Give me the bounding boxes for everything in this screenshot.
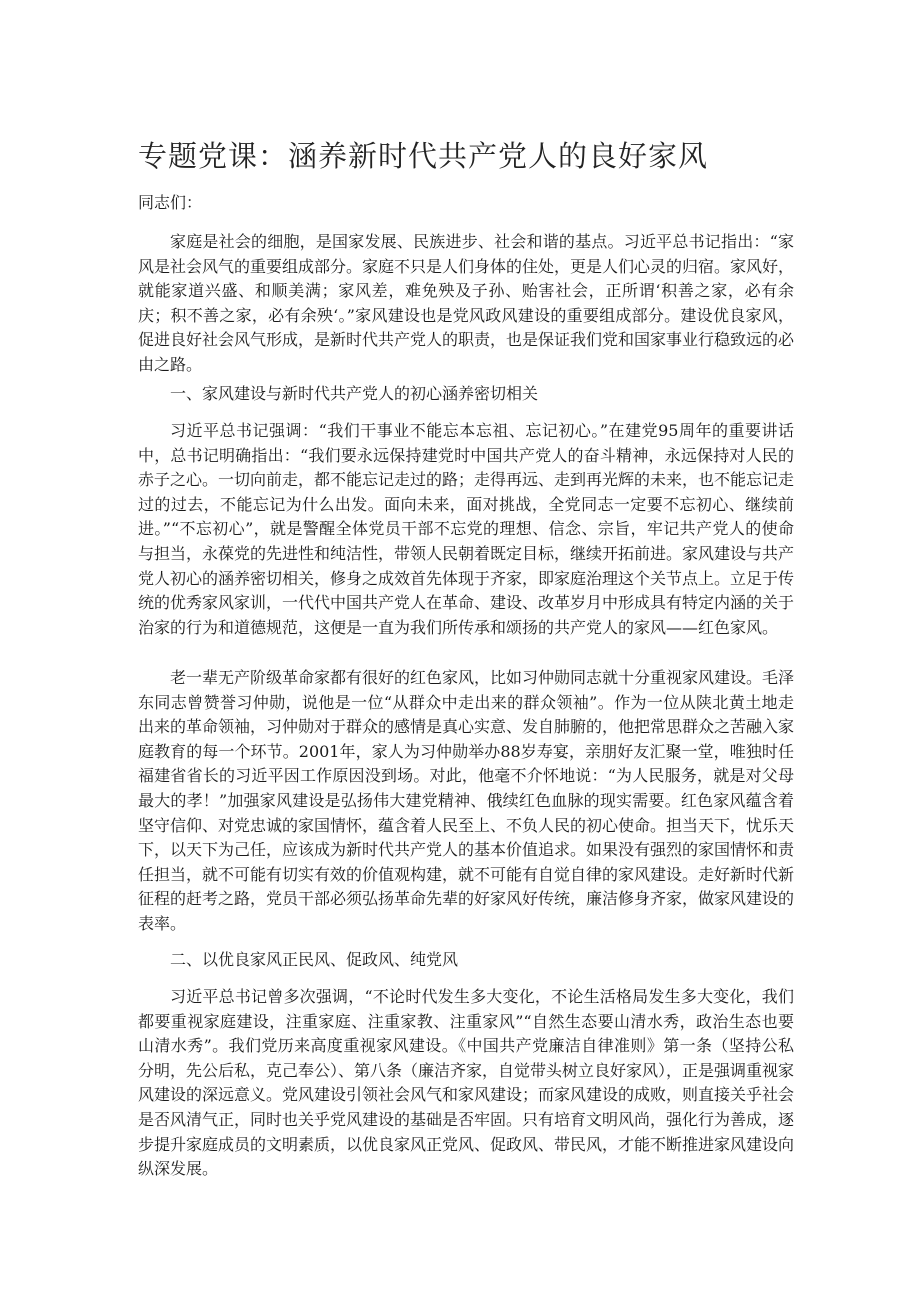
section-heading-1: 一、家风建设与新时代共产党人的初心涵养密切相关 <box>170 384 539 403</box>
paragraph-section-1-b: 老一辈无产阶级革命家都有很好的红色家风，比如习仲勋同志就十分重视家风建设。毛泽东同志曾赞誉习仲勋，说他是一位“从群众中走出来的群众领袖”。作为一位从陕北黄土地走出来的革命领袖，习仲勋对于群众的感情是真心实意、发自肺腑的，他把常思群众之苦融入家庭教育的每一个环节。2001年，家人为习仲勋举办88岁寿宴，亲朋好友汇聚一堂，唯独时任福建省省长的习近平因工作原因没到场。对此，他毫不介怀地说：“为人民服务，就是对父母最大的孝！”加强家风建设是弘扬伟大建党精神、俄续红色血脉的现实需要。红色家风蕴含着坚守信仰、对党忠诚的家国情怀，蕴含着人民至上、不负人民的初心使命。担当天下，忧乐天下，以天下为己任，应该成为新时代共产党人的基本价值追求。如果没有强烈的家国情怀和责任担当，就不可能有切实有效的价值观构建，就不可能有自觉自律的家风建设。走好新时代新征程的赶考之路，党员干部必须弘扬革命先辈的好家风好传统，廉洁修身齐家，做家风建设的表率。 <box>138 668 795 933</box>
paragraph-section-2-a: 习近平总书记曾多次强调，“不论时代发生多大变化，不论生活格局发生多大变化，我们都要重视家庭建设，注重家庭、注重家教、注重家风”“自然生态要山清水秀，政治生态也要山清水秀”。我们党历来高度重视家风建设。《中国共产党廉洁自律准则》第一条（坚持公私分明，先公后私，克己奉公）、第八条（廉洁齐家，自觉带头树立良好家风），正是强调重视家风建设的深远意义。党风建设引领社会风气和家风建设；而家风建设的成败，则直接关乎社会是否风清气正，同时也关乎党风建设的基础是否牢固。只有培育文明风尚，强化行为善成，逐步提升家庭成员的文明素质，以优良家风正党风、促政风、带民风，才能不断推进家风建设向纵深发展。 <box>138 987 795 1179</box>
paragraph-intro: 家庭是社会的细胞，是国家发展、民族进步、社会和谐的基点。习近平总书记指出：“家风是社会风气的重要组成部分。家庭不只是人们身体的住处，更是人们心灵的归宿。家风好，就能家道兴盛、和顺美满；家风差，难免殃及子孙、贻害社会，正所谓‘积善之家，必有余庆；积不善之家，必有余殃‘。”家风建设也是党风政风建设的重要组成部分。建设优良家风，促进良好社会风气形成，是新时代共产党人的职责，也是保证我们党和国家事业行稳致远的必由之路。 <box>138 232 795 374</box>
document-title: 专题党课：涵养新时代共产党人的良好家风 <box>138 139 709 173</box>
salutation: 同志们： <box>138 193 203 212</box>
paragraph-section-1-a: 习近平总书记强调：“我们干事业不能忘本忘祖、忘记初心。”在建党95周年的重要讲话中，总书记明确指出：“我们要永远保持建党时中国共产党人的奋斗精神，永远保持对人民的赤子之心。一切向前走，都不能忘记走过的路；走得再远、走到再光辉的未来，也不能忘记走过的过去，不能忘记为什么出发。面向未来，面对挑战，全党同志一定要不忘初心、继续前进。”“不忘初心”，就是警醒全体党员干部不忘党的理想、信念、宗旨，牢记共产党人的使命与担当，永葆党的先进性和纯洁性，带领人民朝着既定目标，继续开拓前进。家风建设与共产党人初心的涵养密切相关，修身之成效首先体现于齐家，即家庭治理这个关节点上。立足于传统的优秀家风家训，一代代中国共产党人在革命、建设、改革岁月中形成具有特定内涵的关于治家的行为和道德规范，这便是一直为我们所传承和颂扬的共产党人的家风——红色家风。 <box>138 421 795 637</box>
section-heading-2: 二、以优良家风正民风、促政风、纯党风 <box>170 950 459 969</box>
